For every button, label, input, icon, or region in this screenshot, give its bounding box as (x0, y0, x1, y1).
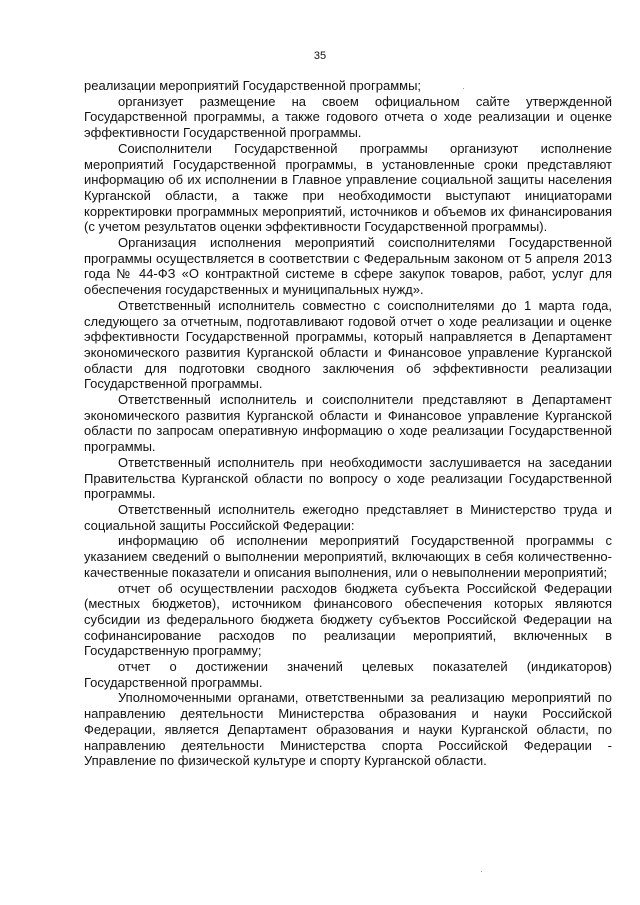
paragraph-execution-info: информацию об исполнении мероприятий Государственной программы с указанием сведений о выполнении мероприятий, включающих в себя количественно-качественные показатели и описания выполнения, или о невыполнении мероприятий; (84, 533, 612, 580)
paragraph-continuation: реализации мероприятий Государственной программы; (84, 78, 422, 93)
paragraph-publication: организует размещение на своем официальном сайте утвержденной Государственной программы, а также годового отчета о ходе реализации и оценке эффективности Государственной программы. (84, 93, 612, 141)
document-body (84, 78, 612, 769)
paragraph-annual-report: Ответственный исполнитель совместно с соисполнителями до 1 марта года, следующего за отчетным, подготавливают годовой отчет о ходе реализации и оценке эффективности Государственной программы, который направляется в Департамент экономического развития Курганской области и Финансовое управление Курганской области для подготовки сводного заключения об эффективности реализации Государственной программы. (84, 297, 612, 392)
page-number: 35 (313, 50, 327, 62)
paragraph-authorized-bodies: Уполномоченными органами, ответственными за реализацию мероприятий по направлению деятельности Министерства образования и науки Российской Федерации, является Департамент образования и науки Курганской области, по направлению деятельности Министерства спорта Российской Федерации - Управление по физической культуре и спорту Курганской области. (84, 690, 612, 769)
paragraph-indicators-report: отчет о достижении значений целевых показателей (индикаторов) Государственной программы. (84, 659, 612, 690)
scan-speck (463, 88, 464, 89)
paragraph-government-hearing: Ответственный исполнитель при необходимости заслушивается на заседании Правительства Курганской области по вопросу о ходе реализации Государственной программы. (84, 454, 612, 502)
paragraph-co-executors: Соисполнители Государственной программы организуют исполнение мероприятий Государственной программы, в установленные сроки представляют информацию об их исполнении в Главное управление социальной защиты населения Курганской области, а также при необходимости выступают инициаторами корректировки программных мероприятий, источников и объемов их финансирования (с учетом результатов оценки эффективности Государственной программы). (84, 140, 612, 235)
scan-speck (481, 871, 482, 872)
paragraph-organization: Организация исполнения мероприятий соисполнителями Государственной программы осуществляется в соответствии с Федеральным законом от 5 апреля 2013 года № 44-ФЗ «О контрактной системе в сфере закупок товаров, работ, услуг для обеспечения государственных и муниципальных нужд». (84, 235, 612, 298)
paragraph-operational-info: Ответственный исполнитель и соисполнители представляют в Департамент экономического развития Курганской области и Финансовое управление Курганской области по запросам оперативную информацию о ходе реализации Государственной программы. (84, 392, 612, 455)
paragraph-ministry-reporting: Ответственный исполнитель ежегодно представляет в Министерство труда и социальной защиты Российской Федерации: (84, 501, 612, 533)
paragraph-expenditure-report: отчет об осуществлении расходов бюджета субъекта Российской Федерации (местных бюджетов), источником финансового обеспечения которых являются субсидии из федерального бюджета бюджету субъектов Российской Федерации на софинансирование расходов по реализации мероприятий, включенных в Государственную программу; (84, 580, 612, 659)
